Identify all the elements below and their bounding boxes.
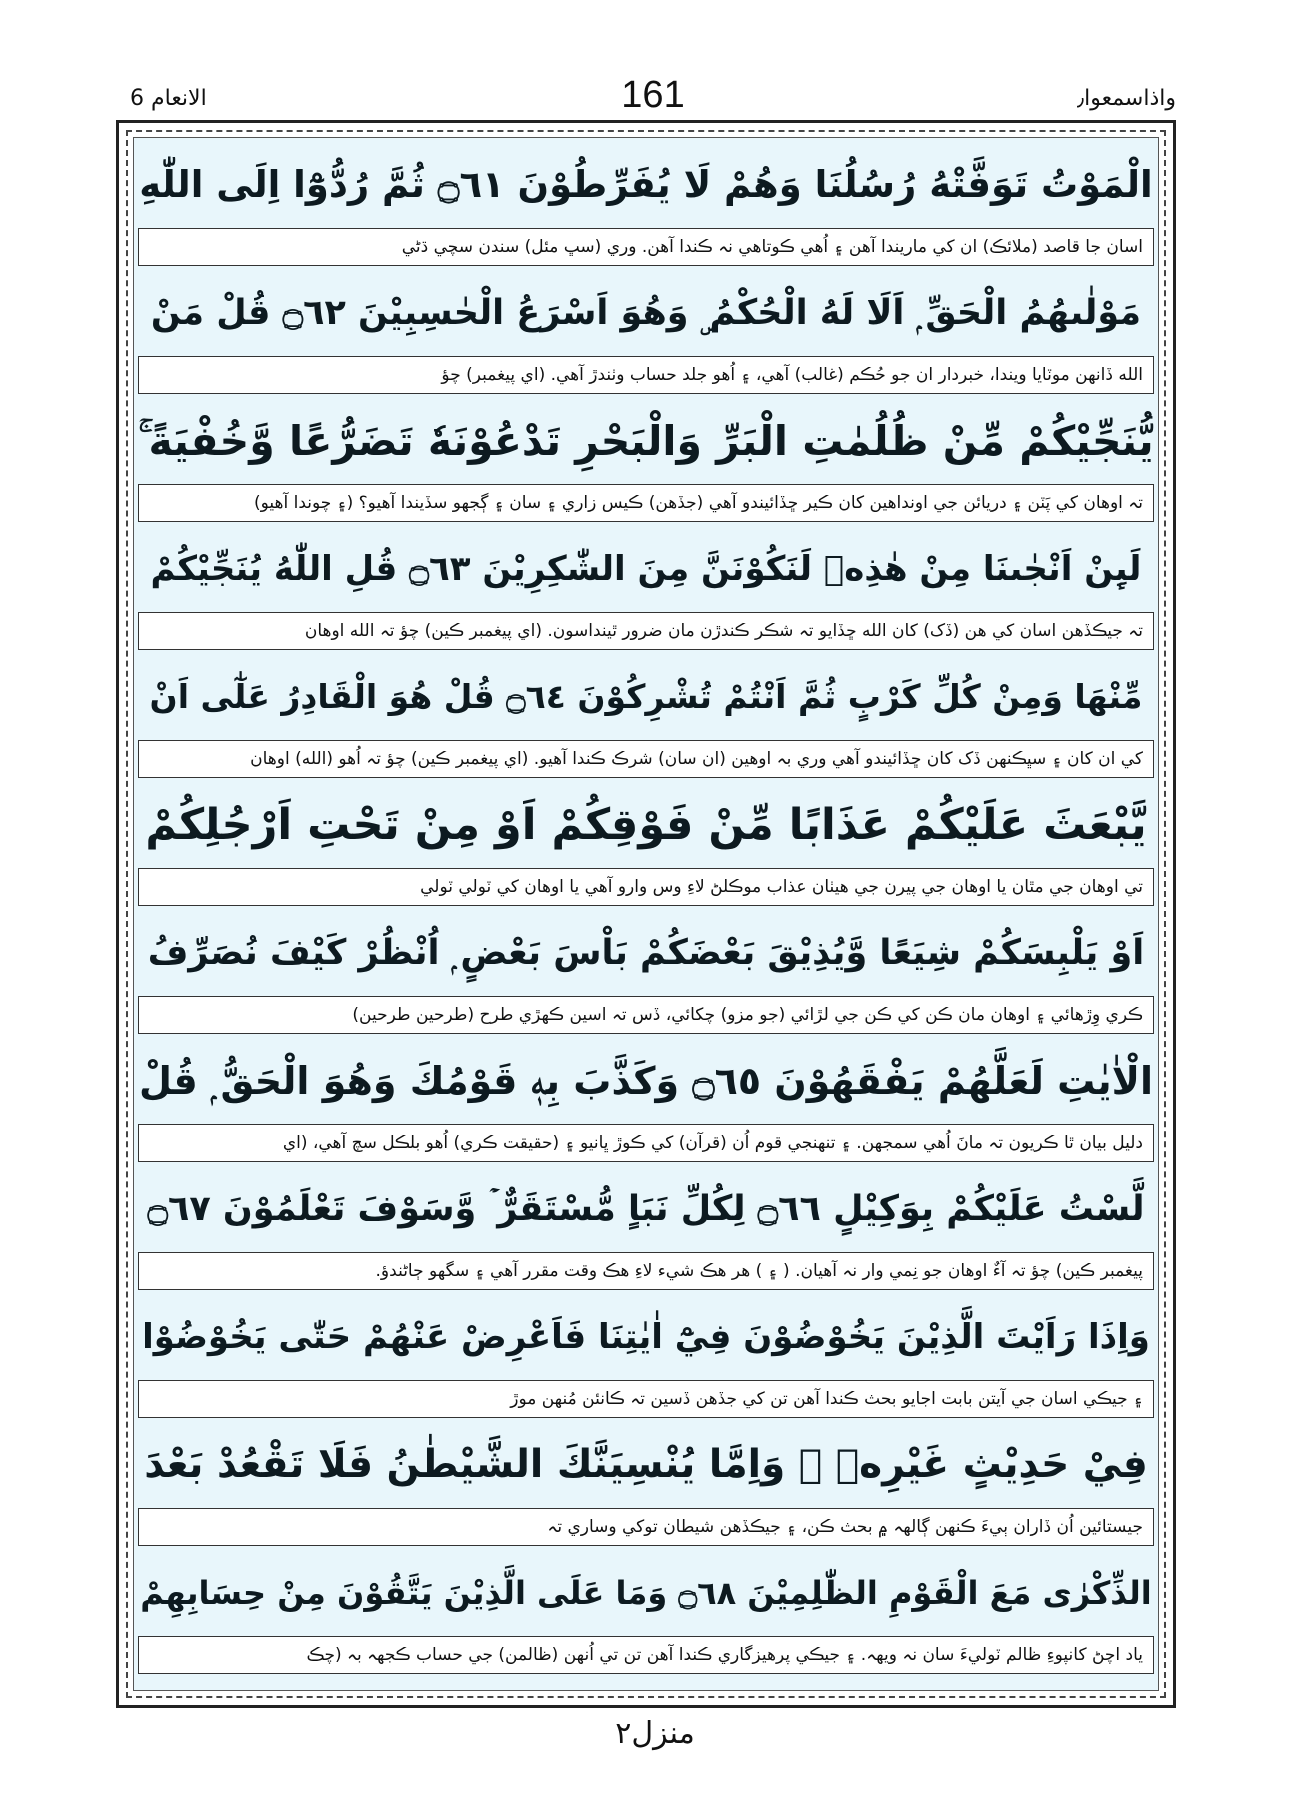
arabic-line-1: الْمَوْتُ تَوَفَّتْهُ رُسُلُنَا وَهُمْ لَا يُفَرِّطُوْنَ ۝٦١ ثُمَّ رُدُّوْٓا اِلَى اللّٰهِ: [139, 163, 1153, 206]
translation-line-7: ڪري وِڙهائي ۽ اوهان مان ڪن کي ڪن جي لڙائي (جو مزو) چکائي، ڏس تہ اسين ڪهڙي طرح (طرحين طرحين): [138, 996, 1154, 1034]
page-header: [120, 74, 1186, 118]
arabic-line-6: يَّبْعَثَ عَلَيْكُمْ عَذَابًا مِّنْ فَوْقِكُمْ اَوْ مِنْ تَحْتِ اَرْجُلِكُمْ: [145, 800, 1147, 850]
translation-line-5: کي ان کان ۽ سڀڪنهن ڏک کان ڇڏائيندو آهي وري بہ اوهين (ان سان) شرڪ ڪندا آهيو. (اي پيغمبر ڪين) چؤ تہ اُهو (الله) اوهان: [138, 740, 1154, 778]
translation-line-3: تہ اوهان کي پَٽن ۽ دريائن جي اونداهين کان ڪير ڇڏائيندو آهي (جڏهن) ڪيس زاري ۽ سان ۽ ڳجهو سڏيندا آهيو؟ (۽ چوندا آهيو): [138, 484, 1154, 522]
surah-name: الانعام 6: [130, 86, 207, 111]
arabic-line-2: مَوْلٰىهُمُ الْحَقِّ ۭ اَلَا لَهُ الْحُكْمُ ۣ وَهُوَ اَسْرَعُ الْحٰسِبِيْنَ ۝٦٢ قُلْ مَنْ: [150, 293, 1142, 333]
translation-line-9: پيغمبر ڪين) چؤ تہ آءٌ اوهان جو نِمي وار نہ آهيان. ( ۽ ) هر هڪ شيء لاءِ هڪ وقت مقرر آهي ۽ سگهو ڄاڻندؤ.: [138, 1252, 1154, 1290]
arabic-line-3: يُّنَجِّيْكُمْ مِّنْ ظُلُمٰتِ الْبَرِّ وَالْبَحْرِ تَدْعُوْنَهٗ تَضَرُّعًا وَّخُفْيَةً ۚ: [138, 417, 1154, 465]
arabic-line-9: لَّسْتُ عَلَيْكُمْ بِوَكِيْلٍ ۝٦٦ لِكُلِّ نَبَاٍ مُّسْتَقَرٌّ ۡ وَّسَوْفَ تَعْلَمُوْنَ ۝٦٧: [147, 1189, 1145, 1229]
translation-line-12: ياد اچڻ کانپوءِ ظالم ٽوليءَ سان نہ ويهہ. ۽ جيڪي پرهيزگاري ڪندا آهن تن تي اُنهن (ظالمن) جي حساب ڪجهہ بہ (چڪ: [138, 1636, 1154, 1674]
arabic-line-5: مِّنْهَا وَمِنْ كُلِّ كَرْبٍ ثُمَّ اَنْتُمْ تُشْرِكُوْنَ ۝٦٤ قُلْ هُوَ الْقَادِرُ عَلٰٓى اَنْ: [149, 677, 1143, 716]
arabic-line-12: الذِّكْرٰى مَعَ الْقَوْمِ الظّٰلِمِيْنَ ۝٦٨ وَمَا عَلَى الَّذِيْنَ يَتَّقُوْنَ مِنْ حِسَابِهِمْ: [140, 1574, 1152, 1612]
translation-line-11: جيستائين اُن ڏاران ٻيءَ ڪنهن ڳالهہ ۾ بحث ڪن، ۽ جيڪڏهن شيطان توکي وساري تہ: [138, 1508, 1154, 1546]
juz-name: واذاسمعوا٫: [1076, 86, 1176, 111]
translation-line-8: دليل بيان ٿا ڪريون تہ مانَ اُهي سمجهن. ۽ تنهنجي قوم اُن (قرآن) کي ڪوڙ ڀانيو ۽ (حقيقت ڪري) اُهو بلڪل سچ آهي، (اي: [138, 1124, 1154, 1162]
translation-line-2: الله ڏانهن موٽايا ويندا، خبردار ان جو حُڪم (غالب) آهي، ۽ اُهو جلد حساب وٺندڙ آهي. (اي پيغمبر) چؤ: [138, 356, 1154, 394]
arabic-line-11: فِيْ حَدِيْثٍ غَيْرِهٖ ۭ وَاِمَّا يُنْسِيَنَّكَ الشَّيْطٰنُ فَلَا تَقْعُدْ بَعْدَ: [144, 1442, 1148, 1487]
translation-line-1: اسان جا قاصد (ملائڪ) ان کي ماريندا آهن ۽ اُهي ڪوتاهي نہ ڪندا آهن. وري (سڀ مئل) سندن سچي ڌڻي: [138, 228, 1154, 266]
arabic-line-10: وَاِذَا رَاَيْتَ الَّذِيْنَ يَخُوْضُوْنَ فِيْٓ اٰيٰتِنَا فَاَعْرِضْ عَنْهُمْ حَتّٰى يَخُوْضُوْا: [142, 1317, 1150, 1357]
arabic-line-8: الْاٰيٰتِ لَعَلَّهُمْ يَفْقَهُوْنَ ۝٦٥ وَكَذَّبَ بِهٖ قَوْمُكَ وَهُوَ الْحَقُّ ۭ قُلْ: [139, 1059, 1153, 1103]
arabic-line-4: لَىِٕنْ اَنْجٰىنَا مِنْ هٰذِهٖ لَنَكُوْنَنَّ مِنَ الشّٰكِرِيْنَ ۝٦٣ قُلِ اللّٰهُ يُنَجِّيْكُمْ: [150, 549, 1142, 589]
translation-line-6: تي اوهان جي مٿان يا اوهان جي پيرن جي هيٺان عذاب موڪلڻ لاءِ وس وارو آهي يا اوهان کي ٽولي ٽولي: [138, 868, 1154, 906]
translation-line-10: ۽ جيڪي اسان جي آيتن بابت اجايو بحث ڪندا آهن تن کي جڏهن ڏسين تہ ڪانئن مُنهن موڙ: [138, 1380, 1154, 1418]
page-frame: [116, 120, 1176, 1708]
arabic-line-7: اَوْ يَلْبِسَكُمْ شِيَعًا وَّيُذِيْقَ بَعْضَكُمْ بَاْسَ بَعْضٍ ۭ اُنْظُرْ كَيْفَ نُصَرِّفُ: [147, 933, 1145, 973]
manzil-label: منزل۲: [615, 1716, 695, 1751]
translation-line-4: تہ جيڪڏهن اسان کي هن (ڏک) کان الله ڇڏايو تہ شڪر ڪندڙن مان ضرور ٿينداسون. (اي پيغمبر ڪين) چؤ تہ الله اوهان: [138, 612, 1154, 650]
text-panel: [133, 137, 1159, 1691]
page-number: 161: [621, 74, 685, 116]
